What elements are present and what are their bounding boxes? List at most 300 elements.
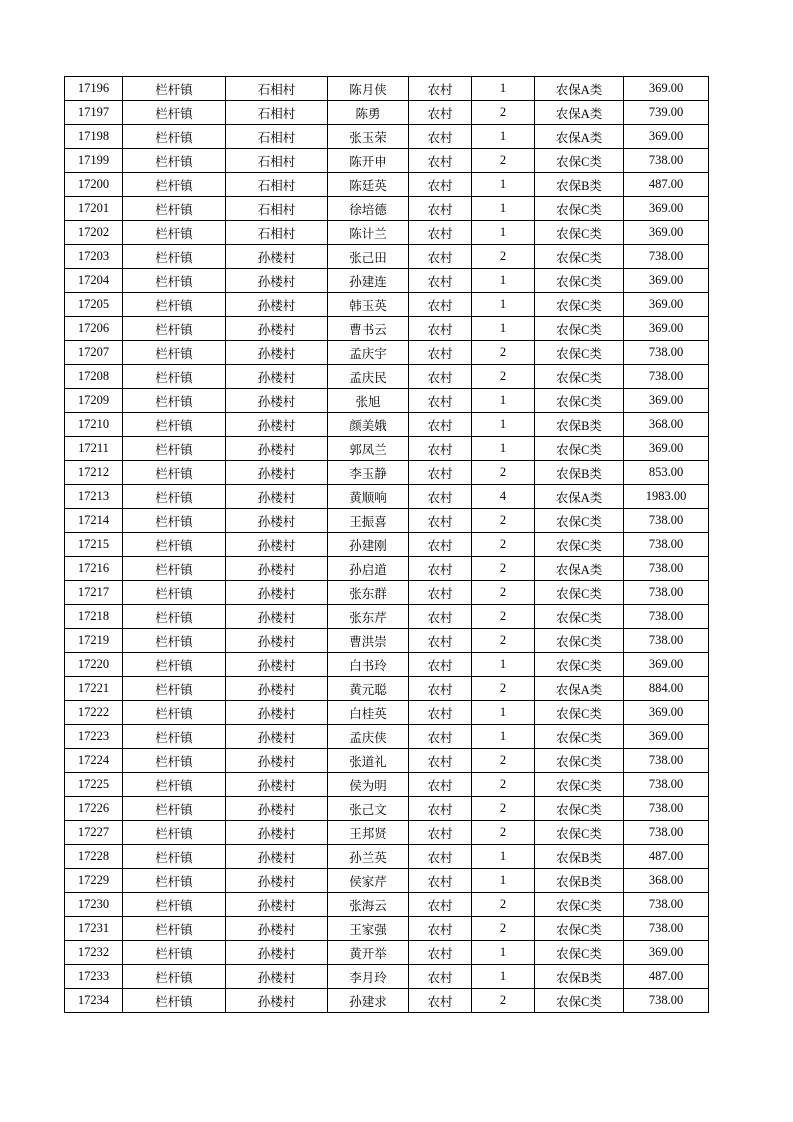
table-row bbox=[65, 461, 709, 485]
table-cell-town: 栏杆镇 bbox=[123, 797, 226, 821]
table-cell-category: 农保C类 bbox=[535, 341, 624, 365]
table-cell-id: 17221 bbox=[65, 677, 123, 701]
table-cell-id: 17228 bbox=[65, 845, 123, 869]
table-row bbox=[65, 605, 709, 629]
table-cell-type: 农村 bbox=[409, 797, 472, 821]
table-cell-category: 农保C类 bbox=[535, 725, 624, 749]
table-row bbox=[65, 581, 709, 605]
table-cell-name: 孙建刚 bbox=[328, 533, 409, 557]
table-cell-category: 农保C类 bbox=[535, 269, 624, 293]
table-cell-amount: 369.00 bbox=[624, 701, 709, 725]
table-cell-type: 农村 bbox=[409, 269, 472, 293]
table-cell-id: 17226 bbox=[65, 797, 123, 821]
table-cell-category: 农保B类 bbox=[535, 461, 624, 485]
table-cell-village: 孙楼村 bbox=[226, 941, 328, 965]
table-row bbox=[65, 869, 709, 893]
table-cell-count: 1 bbox=[472, 941, 535, 965]
table-cell-type: 农村 bbox=[409, 869, 472, 893]
table-cell-name: 黄顺响 bbox=[328, 485, 409, 509]
table-cell-town: 栏杆镇 bbox=[123, 101, 226, 125]
table-cell-category: 农保C类 bbox=[535, 893, 624, 917]
table-cell-amount: 738.00 bbox=[624, 149, 709, 173]
table-cell-amount: 487.00 bbox=[624, 173, 709, 197]
table-cell-village: 孙楼村 bbox=[226, 461, 328, 485]
table-row bbox=[65, 653, 709, 677]
table-cell-town: 栏杆镇 bbox=[123, 173, 226, 197]
table-cell-category: 农保A类 bbox=[535, 557, 624, 581]
table-cell-count: 1 bbox=[472, 197, 535, 221]
table-row bbox=[65, 125, 709, 149]
table-cell-type: 农村 bbox=[409, 989, 472, 1013]
table-cell-town: 栏杆镇 bbox=[123, 245, 226, 269]
table-row bbox=[65, 821, 709, 845]
table-cell-name: 曹书云 bbox=[328, 317, 409, 341]
table-row bbox=[65, 509, 709, 533]
table-cell-village: 石相村 bbox=[226, 149, 328, 173]
table-cell-town: 栏杆镇 bbox=[123, 389, 226, 413]
table-cell-amount: 487.00 bbox=[624, 965, 709, 989]
table-cell-amount: 369.00 bbox=[624, 293, 709, 317]
table-cell-town: 栏杆镇 bbox=[123, 629, 226, 653]
table-cell-count: 1 bbox=[472, 725, 535, 749]
table-cell-name: 孟庆宇 bbox=[328, 341, 409, 365]
table-cell-id: 17211 bbox=[65, 437, 123, 461]
table-cell-count: 1 bbox=[472, 437, 535, 461]
table-cell-category: 农保C类 bbox=[535, 917, 624, 941]
table-row bbox=[65, 341, 709, 365]
table-cell-village: 孙楼村 bbox=[226, 317, 328, 341]
table-cell-village: 孙楼村 bbox=[226, 893, 328, 917]
table-cell-count: 1 bbox=[472, 269, 535, 293]
table-row bbox=[65, 293, 709, 317]
table-cell-category: 农保C类 bbox=[535, 989, 624, 1013]
table-cell-amount: 369.00 bbox=[624, 437, 709, 461]
table-cell-name: 陈开申 bbox=[328, 149, 409, 173]
table-cell-name: 王振喜 bbox=[328, 509, 409, 533]
table-cell-town: 栏杆镇 bbox=[123, 725, 226, 749]
table-cell-town: 栏杆镇 bbox=[123, 821, 226, 845]
table-cell-village: 石相村 bbox=[226, 101, 328, 125]
table-cell-type: 农村 bbox=[409, 533, 472, 557]
table-cell-amount: 369.00 bbox=[624, 125, 709, 149]
table-cell-count: 2 bbox=[472, 797, 535, 821]
table-cell-type: 农村 bbox=[409, 341, 472, 365]
table-cell-name: 李玉静 bbox=[328, 461, 409, 485]
table-cell-category: 农保A类 bbox=[535, 77, 624, 101]
table-cell-count: 1 bbox=[472, 845, 535, 869]
table-cell-village: 石相村 bbox=[226, 197, 328, 221]
table-cell-count: 1 bbox=[472, 965, 535, 989]
table-cell-village: 孙楼村 bbox=[226, 677, 328, 701]
table-row bbox=[65, 437, 709, 461]
table-cell-amount: 369.00 bbox=[624, 725, 709, 749]
table-cell-amount: 738.00 bbox=[624, 245, 709, 269]
table-cell-name: 张东芹 bbox=[328, 605, 409, 629]
table-cell-village: 孙楼村 bbox=[226, 509, 328, 533]
table-cell-village: 孙楼村 bbox=[226, 845, 328, 869]
table-cell-village: 孙楼村 bbox=[226, 605, 328, 629]
table-cell-category: 农保C类 bbox=[535, 581, 624, 605]
table-cell-name: 陈廷英 bbox=[328, 173, 409, 197]
table-cell-type: 农村 bbox=[409, 653, 472, 677]
table-cell-name: 张己田 bbox=[328, 245, 409, 269]
table-row bbox=[65, 749, 709, 773]
table-cell-id: 17234 bbox=[65, 989, 123, 1013]
table-cell-name: 张己文 bbox=[328, 797, 409, 821]
table-cell-name: 侯家芹 bbox=[328, 869, 409, 893]
table-cell-type: 农村 bbox=[409, 917, 472, 941]
table-cell-type: 农村 bbox=[409, 125, 472, 149]
table-cell-category: 农保B类 bbox=[535, 173, 624, 197]
table-cell-type: 农村 bbox=[409, 317, 472, 341]
table-row bbox=[65, 965, 709, 989]
table-cell-id: 17215 bbox=[65, 533, 123, 557]
table-row bbox=[65, 173, 709, 197]
table-cell-amount: 738.00 bbox=[624, 341, 709, 365]
table-cell-village: 孙楼村 bbox=[226, 437, 328, 461]
table-cell-category: 农保C类 bbox=[535, 749, 624, 773]
table-cell-count: 1 bbox=[472, 389, 535, 413]
table-cell-id: 17231 bbox=[65, 917, 123, 941]
table-cell-count: 2 bbox=[472, 365, 535, 389]
table-cell-id: 17200 bbox=[65, 173, 123, 197]
table-cell-town: 栏杆镇 bbox=[123, 221, 226, 245]
table-cell-type: 农村 bbox=[409, 845, 472, 869]
table-cell-type: 农村 bbox=[409, 293, 472, 317]
table-cell-village: 孙楼村 bbox=[226, 557, 328, 581]
table-row bbox=[65, 197, 709, 221]
table-cell-category: 农保C类 bbox=[535, 821, 624, 845]
table-cell-id: 17222 bbox=[65, 701, 123, 725]
table-cell-category: 农保C类 bbox=[535, 773, 624, 797]
table-cell-type: 农村 bbox=[409, 677, 472, 701]
table-row bbox=[65, 485, 709, 509]
table-cell-village: 孙楼村 bbox=[226, 797, 328, 821]
table-cell-type: 农村 bbox=[409, 149, 472, 173]
table-row bbox=[65, 269, 709, 293]
table-cell-id: 17204 bbox=[65, 269, 123, 293]
table-cell-village: 孙楼村 bbox=[226, 725, 328, 749]
table-cell-id: 17206 bbox=[65, 317, 123, 341]
table-body bbox=[65, 77, 709, 1013]
table-cell-category: 农保C类 bbox=[535, 653, 624, 677]
table-cell-id: 17220 bbox=[65, 653, 123, 677]
table-cell-town: 栏杆镇 bbox=[123, 869, 226, 893]
table-cell-village: 孙楼村 bbox=[226, 749, 328, 773]
table-cell-amount: 884.00 bbox=[624, 677, 709, 701]
table-cell-id: 17233 bbox=[65, 965, 123, 989]
table-row bbox=[65, 629, 709, 653]
table-row bbox=[65, 893, 709, 917]
table-cell-count: 2 bbox=[472, 557, 535, 581]
table-row bbox=[65, 725, 709, 749]
table-cell-type: 农村 bbox=[409, 245, 472, 269]
table-cell-village: 孙楼村 bbox=[226, 485, 328, 509]
table-cell-village: 孙楼村 bbox=[226, 917, 328, 941]
table-cell-town: 栏杆镇 bbox=[123, 677, 226, 701]
table-cell-amount: 369.00 bbox=[624, 653, 709, 677]
table-cell-name: 张旭 bbox=[328, 389, 409, 413]
table-cell-town: 栏杆镇 bbox=[123, 533, 226, 557]
table-row bbox=[65, 389, 709, 413]
table-cell-name: 王邦贤 bbox=[328, 821, 409, 845]
table-row bbox=[65, 989, 709, 1013]
table-cell-count: 2 bbox=[472, 677, 535, 701]
table-cell-id: 17229 bbox=[65, 869, 123, 893]
table-cell-village: 孙楼村 bbox=[226, 269, 328, 293]
table-cell-count: 2 bbox=[472, 893, 535, 917]
table-cell-name: 郭凤兰 bbox=[328, 437, 409, 461]
table-cell-name: 陈勇 bbox=[328, 101, 409, 125]
table-row bbox=[65, 245, 709, 269]
table-cell-count: 1 bbox=[472, 77, 535, 101]
table-cell-amount: 738.00 bbox=[624, 797, 709, 821]
table-cell-amount: 738.00 bbox=[624, 533, 709, 557]
table-cell-type: 农村 bbox=[409, 173, 472, 197]
table-cell-type: 农村 bbox=[409, 965, 472, 989]
table-cell-category: 农保C类 bbox=[535, 701, 624, 725]
table-cell-type: 农村 bbox=[409, 485, 472, 509]
table-cell-count: 2 bbox=[472, 101, 535, 125]
table-cell-amount: 369.00 bbox=[624, 197, 709, 221]
table-cell-count: 2 bbox=[472, 461, 535, 485]
table-cell-amount: 738.00 bbox=[624, 581, 709, 605]
table-cell-amount: 369.00 bbox=[624, 389, 709, 413]
table-cell-type: 农村 bbox=[409, 605, 472, 629]
table-cell-id: 17214 bbox=[65, 509, 123, 533]
table-cell-village: 石相村 bbox=[226, 221, 328, 245]
table-cell-town: 栏杆镇 bbox=[123, 125, 226, 149]
table-cell-count: 2 bbox=[472, 605, 535, 629]
table-cell-amount: 738.00 bbox=[624, 365, 709, 389]
table-cell-town: 栏杆镇 bbox=[123, 197, 226, 221]
table-cell-id: 17230 bbox=[65, 893, 123, 917]
table-cell-village: 孙楼村 bbox=[226, 413, 328, 437]
table-cell-village: 孙楼村 bbox=[226, 629, 328, 653]
table-cell-id: 17207 bbox=[65, 341, 123, 365]
table-row bbox=[65, 221, 709, 245]
table-row bbox=[65, 413, 709, 437]
table-cell-town: 栏杆镇 bbox=[123, 941, 226, 965]
table-cell-name: 张东群 bbox=[328, 581, 409, 605]
table-cell-count: 2 bbox=[472, 149, 535, 173]
table-row bbox=[65, 533, 709, 557]
table-cell-village: 孙楼村 bbox=[226, 581, 328, 605]
table-cell-type: 农村 bbox=[409, 725, 472, 749]
table-cell-count: 2 bbox=[472, 989, 535, 1013]
table-cell-id: 17227 bbox=[65, 821, 123, 845]
table-row bbox=[65, 845, 709, 869]
table-cell-count: 2 bbox=[472, 341, 535, 365]
table-cell-village: 孙楼村 bbox=[226, 389, 328, 413]
table-cell-village: 孙楼村 bbox=[226, 365, 328, 389]
table-cell-type: 农村 bbox=[409, 893, 472, 917]
table-cell-category: 农保C类 bbox=[535, 197, 624, 221]
table-cell-name: 曹洪崇 bbox=[328, 629, 409, 653]
table-cell-type: 农村 bbox=[409, 413, 472, 437]
table-cell-category: 农保C类 bbox=[535, 149, 624, 173]
table-cell-amount: 487.00 bbox=[624, 845, 709, 869]
table-cell-amount: 738.00 bbox=[624, 749, 709, 773]
table-cell-village: 石相村 bbox=[226, 77, 328, 101]
table-cell-town: 栏杆镇 bbox=[123, 77, 226, 101]
table-cell-type: 农村 bbox=[409, 389, 472, 413]
table-cell-count: 1 bbox=[472, 221, 535, 245]
table-cell-id: 17219 bbox=[65, 629, 123, 653]
table-cell-name: 颜美娥 bbox=[328, 413, 409, 437]
table-cell-amount: 738.00 bbox=[624, 629, 709, 653]
table-cell-id: 17198 bbox=[65, 125, 123, 149]
table-cell-category: 农保C类 bbox=[535, 389, 624, 413]
table-cell-town: 栏杆镇 bbox=[123, 149, 226, 173]
table-cell-name: 徐培德 bbox=[328, 197, 409, 221]
table-cell-type: 农村 bbox=[409, 101, 472, 125]
table-row bbox=[65, 149, 709, 173]
table-cell-count: 2 bbox=[472, 509, 535, 533]
table-row bbox=[65, 77, 709, 101]
table-cell-count: 1 bbox=[472, 125, 535, 149]
table-cell-type: 农村 bbox=[409, 629, 472, 653]
table-cell-type: 农村 bbox=[409, 581, 472, 605]
table-cell-name: 张道礼 bbox=[328, 749, 409, 773]
table-cell-town: 栏杆镇 bbox=[123, 605, 226, 629]
table-cell-category: 农保C类 bbox=[535, 221, 624, 245]
table-cell-village: 孙楼村 bbox=[226, 653, 328, 677]
table-cell-village: 孙楼村 bbox=[226, 245, 328, 269]
table-cell-amount: 738.00 bbox=[624, 557, 709, 581]
table-cell-town: 栏杆镇 bbox=[123, 509, 226, 533]
table-cell-id: 17225 bbox=[65, 773, 123, 797]
table-cell-category: 农保C类 bbox=[535, 605, 624, 629]
table-cell-name: 孙兰英 bbox=[328, 845, 409, 869]
table-cell-name: 王家强 bbox=[328, 917, 409, 941]
table-cell-town: 栏杆镇 bbox=[123, 437, 226, 461]
table-cell-id: 17223 bbox=[65, 725, 123, 749]
table-cell-category: 农保B类 bbox=[535, 845, 624, 869]
table-cell-village: 孙楼村 bbox=[226, 965, 328, 989]
table-cell-type: 农村 bbox=[409, 77, 472, 101]
table-cell-count: 1 bbox=[472, 317, 535, 341]
table-row bbox=[65, 101, 709, 125]
table-cell-id: 17224 bbox=[65, 749, 123, 773]
table-cell-amount: 369.00 bbox=[624, 269, 709, 293]
table-cell-amount: 1983.00 bbox=[624, 485, 709, 509]
table-cell-category: 农保A类 bbox=[535, 485, 624, 509]
table-cell-category: 农保C类 bbox=[535, 317, 624, 341]
table-cell-count: 1 bbox=[472, 173, 535, 197]
table-cell-name: 黄开举 bbox=[328, 941, 409, 965]
table-cell-amount: 369.00 bbox=[624, 941, 709, 965]
table-row bbox=[65, 677, 709, 701]
table-row bbox=[65, 365, 709, 389]
table-cell-count: 1 bbox=[472, 293, 535, 317]
table-cell-category: 农保C类 bbox=[535, 365, 624, 389]
table-cell-amount: 738.00 bbox=[624, 917, 709, 941]
table-cell-count: 1 bbox=[472, 869, 535, 893]
table-cell-name: 孙建连 bbox=[328, 269, 409, 293]
table-cell-category: 农保C类 bbox=[535, 509, 624, 533]
table-cell-name: 孟庆民 bbox=[328, 365, 409, 389]
table-cell-id: 17210 bbox=[65, 413, 123, 437]
table-cell-category: 农保B类 bbox=[535, 965, 624, 989]
table-cell-type: 农村 bbox=[409, 509, 472, 533]
table-cell-category: 农保C类 bbox=[535, 941, 624, 965]
table-cell-amount: 738.00 bbox=[624, 509, 709, 533]
data-table bbox=[64, 76, 709, 1013]
table-cell-amount: 369.00 bbox=[624, 77, 709, 101]
table-cell-town: 栏杆镇 bbox=[123, 893, 226, 917]
table-cell-category: 农保A类 bbox=[535, 677, 624, 701]
table-cell-village: 孙楼村 bbox=[226, 341, 328, 365]
table-cell-count: 1 bbox=[472, 701, 535, 725]
table-cell-amount: 738.00 bbox=[624, 605, 709, 629]
table-row bbox=[65, 557, 709, 581]
table-cell-village: 孙楼村 bbox=[226, 869, 328, 893]
table-cell-amount: 739.00 bbox=[624, 101, 709, 125]
table-cell-amount: 369.00 bbox=[624, 317, 709, 341]
table-cell-name: 张海云 bbox=[328, 893, 409, 917]
table-cell-town: 栏杆镇 bbox=[123, 701, 226, 725]
table-cell-category: 农保C类 bbox=[535, 245, 624, 269]
table-cell-id: 17216 bbox=[65, 557, 123, 581]
table-cell-amount: 369.00 bbox=[624, 221, 709, 245]
table-cell-amount: 368.00 bbox=[624, 413, 709, 437]
table-cell-name: 白桂英 bbox=[328, 701, 409, 725]
table-cell-id: 17203 bbox=[65, 245, 123, 269]
table-row bbox=[65, 317, 709, 341]
table-cell-amount: 738.00 bbox=[624, 773, 709, 797]
table-cell-name: 白书玲 bbox=[328, 653, 409, 677]
table-cell-count: 1 bbox=[472, 653, 535, 677]
table-row bbox=[65, 917, 709, 941]
table-cell-village: 孙楼村 bbox=[226, 293, 328, 317]
table-cell-town: 栏杆镇 bbox=[123, 365, 226, 389]
table-cell-type: 农村 bbox=[409, 557, 472, 581]
table-cell-town: 栏杆镇 bbox=[123, 965, 226, 989]
table-cell-name: 张玉荣 bbox=[328, 125, 409, 149]
table-row bbox=[65, 797, 709, 821]
table-cell-id: 17202 bbox=[65, 221, 123, 245]
table-cell-id: 17199 bbox=[65, 149, 123, 173]
table-cell-category: 农保A类 bbox=[535, 101, 624, 125]
table-cell-village: 孙楼村 bbox=[226, 701, 328, 725]
table-cell-village: 孙楼村 bbox=[226, 533, 328, 557]
table-cell-name: 李月玲 bbox=[328, 965, 409, 989]
table-cell-village: 石相村 bbox=[226, 173, 328, 197]
table-cell-type: 农村 bbox=[409, 437, 472, 461]
table-cell-town: 栏杆镇 bbox=[123, 557, 226, 581]
table-cell-id: 17196 bbox=[65, 77, 123, 101]
table-cell-type: 农村 bbox=[409, 461, 472, 485]
table-cell-name: 黄元聪 bbox=[328, 677, 409, 701]
table-cell-town: 栏杆镇 bbox=[123, 989, 226, 1013]
table-cell-town: 栏杆镇 bbox=[123, 461, 226, 485]
table-cell-town: 栏杆镇 bbox=[123, 293, 226, 317]
table-cell-id: 17205 bbox=[65, 293, 123, 317]
table-cell-count: 2 bbox=[472, 629, 535, 653]
table-cell-town: 栏杆镇 bbox=[123, 653, 226, 677]
table-cell-village: 孙楼村 bbox=[226, 773, 328, 797]
table-cell-count: 2 bbox=[472, 581, 535, 605]
table-cell-category: 农保C类 bbox=[535, 533, 624, 557]
table-cell-amount: 738.00 bbox=[624, 821, 709, 845]
table-cell-count: 2 bbox=[472, 533, 535, 557]
table-cell-count: 2 bbox=[472, 749, 535, 773]
table-cell-name: 韩玉英 bbox=[328, 293, 409, 317]
table-cell-type: 农村 bbox=[409, 701, 472, 725]
table-cell-name: 侯为明 bbox=[328, 773, 409, 797]
table-cell-town: 栏杆镇 bbox=[123, 413, 226, 437]
